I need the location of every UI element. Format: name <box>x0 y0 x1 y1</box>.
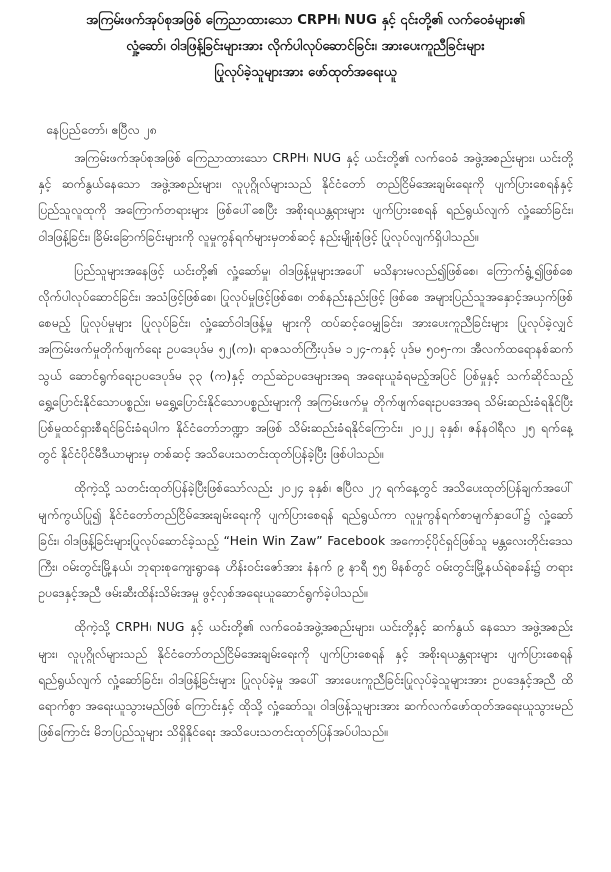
title-line-1: အကြမ်းဖက်အုပ်စုအဖြစ် ကြေညာထားသော CRPH၊ NUG နှင့် ၎င်းတို့၏ လက်ဝေခံများ၏ <box>86 13 525 28</box>
title-block <box>38 8 573 86</box>
paragraph-1: အကြမ်းဖက်အုပ်စုအဖြစ် ကြေညာထားသော CRPH၊ NUG နှင့် ယင်းတို့၏ လက်ဝေခံ အဖွဲ့အစည်းများ၊ ယင်းတို့နှင့် ဆက်နွယ်နေသော အဖွဲ့အစည်းများ၊ လူပုဂ္ဂိုလ်များသည် နိုင်ငံတော် တည်ငြိမ်အေးချမ်းရေးကို ပျက်ပြားစေရန်နှင့် ပြည်သူလူထုကို အကြောက်တရားများ ဖြစ်ပေါ်စေပြီး အစိုးရယန္တရားများ ပျက်ပြားစေရန် ရည်ရွယ်လျက် လှုံ့ဆော်ခြင်း၊ ဝါဒဖြန့်ခြင်း၊ ခြိမ်းခြောက်ခြင်းများကို လူမှုကွန်ရက်များမှတစ်ဆင့် နည်းမျိုးစုံဖြင့် ပြုလုပ်လျက်ရှိပါသည်။ <box>38 151 573 244</box>
title-line-3: ပြုလုပ်ခဲ့သူများအား ဖော်ထုတ်အရေးယူ <box>214 65 397 80</box>
paragraph-2: ပြည်သူများအနေဖြင့် ယင်းတို့၏ လှုံ့ဆော်မှု၊ ဝါဒဖြန့်မှုများအပေါ် မသိနားမလည်၍ဖြစ်စေ၊ ကြောက်ရွံ့၍ဖြစ်စေ လိုက်ပါလုပ်ဆောင်ခြင်း၊ အသံဖြင့်ဖြစ်စေ၊ ပြုလုပ်မှုဖြင့်ဖြစ်စေ၊ တစ်နည်းနည်းဖြင့် ဖြစ်စေ အများပြည်သူအနှောင့်အယှက်ဖြစ်စေမည့် ပြုလုပ်မှုများ ပြုလုပ်ခြင်း၊ လှုံ့ဆော်ဝါဒဖြန့်မှု များကို ထပ်ဆင့်ဝေမျှခြင်း၊ အားပေးကူညီခြင်းများ ပြုလုပ်ခဲ့လျှင် အကြမ်းဖက်မှုတိုက်ဖျက်ရေး ဥပဒေပုဒ်မ ၅၂(က)၊ ရာဇသတ်ကြီးပုဒ်မ ၁၂၄-ကနှင့် ပုဒ်မ ၅၀၅-က၊ အီလက်ထရောနစ်ဆက်သွယ် ဆောင်ရွက်ရေးဥပဒေပုဒ်မ ၃၃ (က)နှင့် တည်ဆဲဥပဒေများအရ အရေးယူခံရမည့်အပြင် ပြစ်မှုနှင့် သက်ဆိုင်သည့် ရွှေ့ပြောင်းနိုင်သောပစ္စည်း၊ မရွှေ့ပြောင်းနိုင်သောပစ္စည်းများကို အကြမ်းဖက်မှု တိုက်ဖျက်ရေးဥပဒေအရ သိမ်းဆည်းခံရနိုင်ပြီး ပြစ်မှုထင်ရှားစီရင်ခြင်းခံရပါက နိုင်ငံတော်ဘဏ္ဍာ အဖြစ် သိမ်းဆည်းခံရနိုင်ကြောင်း၊ ၂၀၂၂ ခုနှစ်၊ ဇန်နဝါရီလ ၂၅ ရက်နေ့တွင် နိုင်ငံပိုင်မီဒီယာများမှ တစ်ဆင့် အသိပေးသတင်းထုတ်ပြန်ခဲ့ပြီး ဖြစ်ပါသည်။ <box>38 263 573 462</box>
paragraph-4: ထိုကဲ့သို့ CRPH၊ NUG နှင့် ယင်းတို့၏ လက်ဝေခံအဖွဲ့အစည်းများ၊ ယင်းတို့နှင့် ဆက်နွယ် နေသော အဖွဲ့အစည်းများ၊ လူပုဂ္ဂိုလ်များသည် နိုင်ငံတော်တည်ငြိမ်အေးချမ်းရေးကို ပျက်ပြားစေရန် နှင့် အစိုးရယန္တရားများ ပျက်ပြားစေရန် ရည်ရွယ်လျက် လှုံ့ဆော်ခြင်း၊ ဝါဒဖြန့်ခြင်းများ ပြုလုပ်ခဲ့မှု အပေါ် အားပေးကူညီခြင်းပြုလုပ်ခဲ့သူများအား ဥပဒေနှင့်အညီ ထိရောက်စွာ အရေးယူသွားမည်ဖြစ် ကြောင်းနှင့် ထိုသို့ လှုံ့ဆော်သူ၊ ဝါဒဖြန့်သူများအား ဆက်လက်ဖော်ထုတ်အရေးယူသွားမည်ဖြစ်ကြောင်း မိဘပြည်သူများ သိရှိနိုင်ရေး အသိပေးသတင်းထုတ်ပြန်အပ်ပါသည်။ <box>38 620 573 740</box>
paragraph-3: ထိုကဲ့သို့ သတင်းထုတ်ပြန်ခဲ့ပြီးဖြစ်သော်လည်း ၂၀၂၄ ခုနှစ်၊ ဧပြီလ ၂၇ ရက်နေ့တွင် အသိပေးထုတ်ပြန်ချက်အပေါ် မျက်ကွယ်ပြု၍ နိုင်ငံတော်တည်ငြိမ်အေးချမ်းရေးကို ပျက်ပြားစေရန် ရည်ရွယ်ကာ လူမှုကွန်ရက်စာမျက်နှာပေါ်၌ လှုံ့ဆော်ခြင်း၊ ဝါဒဖြန့်ခြင်းများပြုလုပ်ဆောင်ခဲ့သည့် “Hein Win Zaw” Facebook အကောင့်ပိုင်ရှင်ဖြစ်သူ မန္တလေးတိုင်းဒေသကြီး၊ ဝမ်းတွင်းမြို့နယ်၊ ဘုရားစုကျေးရွာနေ ဟိန်းဝင်းဇော်အား နံနက် ၉ နာရီ ၅၅ မိနစ်တွင် ဝမ်းတွင်းမြို့နယ်ရဲစခန်း၌ တရားဥပဒေနှင့်အညီ ဖမ်းဆီးထိန်းသိမ်းအမှု ဖွင့်လှစ်အရေးယူဆောင်ရွက်ခဲ့ပါသည်။ <box>38 481 573 601</box>
dateline: နေပြည်တော်၊ ဧပြီလ ၂၈ <box>46 122 157 137</box>
title-line-2: လှုံ့ဆော်၊ ဝါဒဖြန့်ခြင်းများအား လိုက်ပါလုပ်ဆောင်ခြင်း၊ အားပေးကူညီခြင်းများ <box>126 39 485 54</box>
